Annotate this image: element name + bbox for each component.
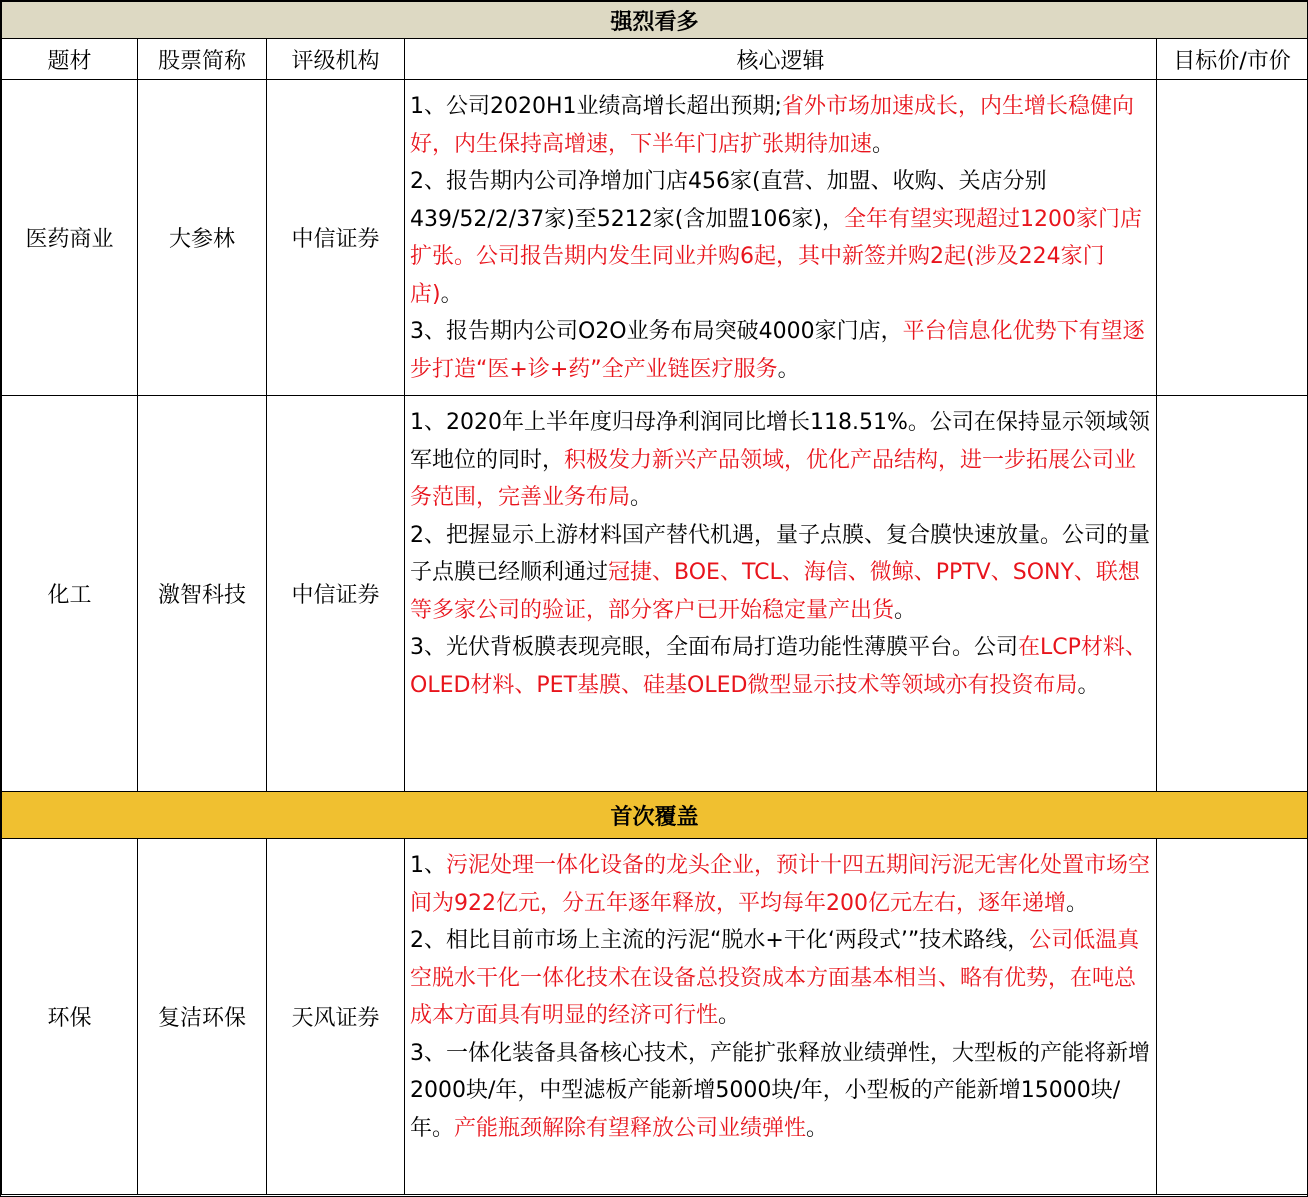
table-row <box>2 839 1308 1195</box>
table-header-row <box>2 39 1308 80</box>
header-stock: 股票简称 <box>138 39 267 80</box>
stock-cell: 复洁环保 <box>138 839 267 1195</box>
institution-cell: 天风证券 <box>267 839 405 1195</box>
logic-point <box>410 404 1152 517</box>
logic-point <box>410 922 1152 1035</box>
logic-text: 。 <box>894 597 917 623</box>
logic-text: 。 <box>872 131 895 157</box>
institution-cell: 中信证券 <box>267 80 405 396</box>
logic-highlight: 污泥处理一体化设备的龙头企业，预计十四五期间污泥无害化处置市场空间为922亿元，分五年逐年释放，平均每年200亿元左右，逐年递增 <box>410 853 1151 916</box>
logic-cell <box>405 839 1157 1195</box>
logic-text: 3、一体化装备具备核心技术，产能扩张释放业绩弹性，大型板的产能将新增2000块/年，中型滤板产能新增5000块/年，小型板的产能新增15000块/年。 <box>410 1040 1150 1141</box>
topic-cell: 化工 <box>2 396 138 792</box>
logic-cell <box>405 396 1157 792</box>
logic-text: 2、把握显示上游材料国产替代机遇，量子点膜、复合膜快速放量。公司的量子点膜已经顺利通过 <box>410 522 1150 585</box>
institution-cell: 中信证券 <box>267 396 405 792</box>
section-title-initial-coverage: 首次覆盖 <box>2 792 1308 839</box>
logic-highlight: 冠捷、BOE、TCL、海信、微鲸、PPTV、SONY、联想等多家公司的验证，部分客户已开始稳定量产出货 <box>410 560 1140 623</box>
header-logic: 核心逻辑 <box>405 39 1157 80</box>
stock-cell: 激智科技 <box>138 396 267 792</box>
logic-text: 。 <box>718 1003 741 1028</box>
header-topic: 题材 <box>2 39 138 80</box>
logic-highlight: 在LCP材料、OLED材料、PET基膜、硅基OLED微型显示技术等领域亦有投资布局 <box>410 635 1147 698</box>
section-title-strong-buy: 强烈看多 <box>2 2 1308 39</box>
logic-text: 。 <box>1077 672 1100 698</box>
header-price: 目标价/市价 <box>1157 39 1308 80</box>
logic-highlight: 产能瓶颈解除有望释放公司业绩弹性 <box>454 1115 807 1141</box>
logic-point <box>410 163 1152 313</box>
price-cell <box>1157 839 1308 1195</box>
logic-highlight: 公司低温真空脱水干化一体化技术在设备总投资成本方面基本相当、略有优势，在吨总成本方面具有明显的经济可行性 <box>410 928 1140 1028</box>
logic-text: 。 <box>440 281 463 307</box>
logic-point <box>410 313 1152 388</box>
stock-cell: 大参林 <box>138 80 267 396</box>
logic-text: 。 <box>806 1115 829 1141</box>
header-institution: 评级机构 <box>267 39 405 80</box>
logic-text: 1、公司2020H1业绩高增长超出预期; <box>410 94 782 119</box>
logic-highlight: 全年有望实现超过1200家门店扩张。公司报告期内发生同业并购6起，其中新签并购2起(涉及224家门店) <box>410 206 1142 307</box>
price-cell <box>1157 80 1308 396</box>
logic-text: 3、光伏背板膜表现亮眼，全面布局打造功能性薄膜平台。公司 <box>410 635 1018 660</box>
rating-table <box>1 1 1308 1195</box>
topic-cell: 环保 <box>2 839 138 1195</box>
logic-highlight: 省外市场加速成长，内生增长稳健向好，内生保持高增速，下半年门店扩张期待加速 <box>410 94 1134 157</box>
logic-text: 2、相比目前市场上主流的污泥“脱水+干化‘两段式’”技术路线， <box>410 928 1030 953</box>
logic-text: 3、报告期内公司O2O业务布局突破4000家门店， <box>410 319 903 344</box>
table-row <box>2 396 1308 792</box>
logic-text: 。 <box>1066 890 1089 916</box>
logic-text: 1、2020年上半年度归母净利润同比增长118.51%。公司在保持显示领域领军地位的同时， <box>410 410 1150 473</box>
logic-highlight: 积极发力新兴产品领域，优化产品结构，进一步拓展公司业务范围，完善业务布局 <box>410 447 1137 510</box>
logic-point <box>410 847 1152 922</box>
logic-text: 。 <box>630 485 653 510</box>
logic-highlight: 平台信息化优势下有望逐步打造“医+诊+药”全产业链医疗服务 <box>410 319 1145 382</box>
logic-text: 。 <box>777 356 800 382</box>
logic-point <box>410 629 1152 704</box>
logic-cell <box>405 80 1157 396</box>
logic-text: 1、 <box>410 853 446 878</box>
logic-point <box>410 88 1152 163</box>
logic-point <box>410 1035 1152 1148</box>
table-row <box>2 80 1308 396</box>
price-cell <box>1157 396 1308 792</box>
topic-cell: 医药商业 <box>2 80 138 396</box>
logic-text: 2、报告期内公司净增加门店456家(直营、加盟、收购、关店分别439/52/2/37家)至5212家(含加盟106家)， <box>410 169 1047 232</box>
logic-point <box>410 517 1152 630</box>
